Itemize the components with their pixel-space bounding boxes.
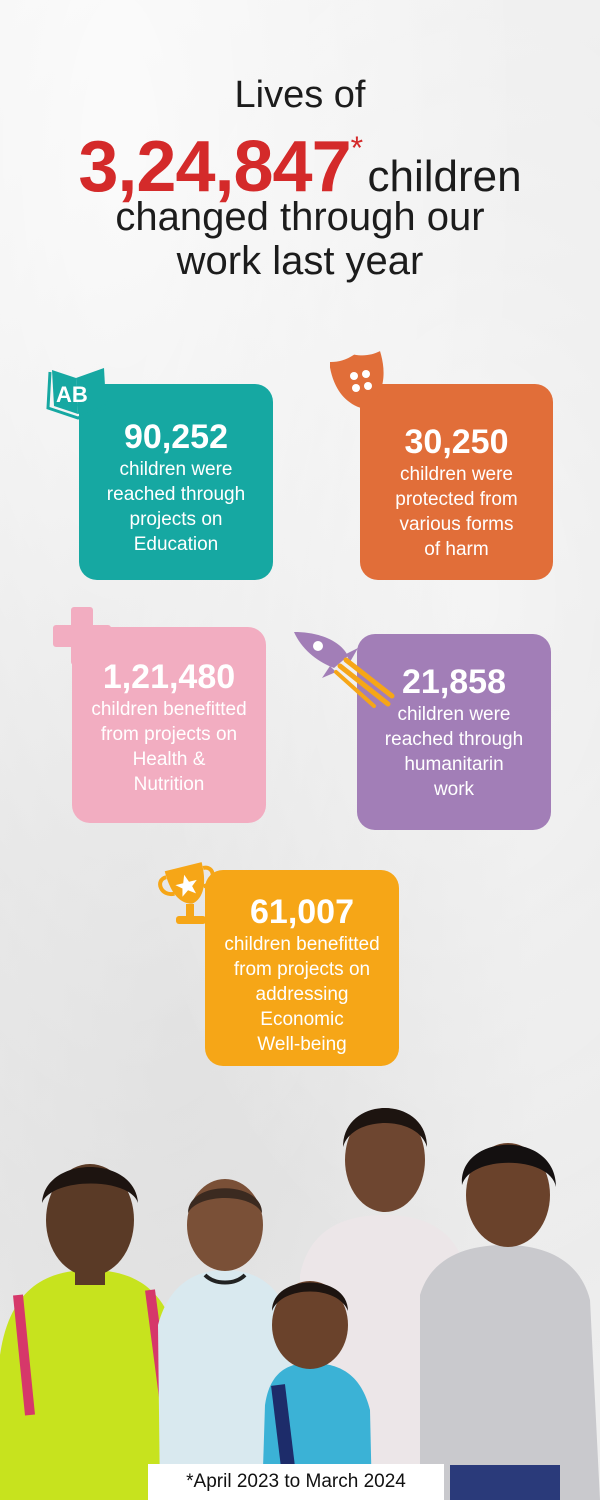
shield-icon: [330, 350, 390, 414]
stat-line: humanitarin: [404, 754, 504, 775]
ab-icon-letters: AB: [56, 382, 88, 407]
stat-line: from projects on: [100, 724, 238, 745]
headline-count-row: [0, 126, 600, 207]
headline-asterisk: *: [350, 130, 364, 166]
stat-line: children were: [400, 464, 513, 485]
stat-line: children were: [119, 459, 233, 480]
stat-line: protected from: [395, 489, 518, 510]
stat-line: Nutrition: [133, 774, 205, 795]
stat-line: various forms: [399, 514, 514, 535]
rocket-icon: [288, 626, 398, 708]
stat-line: reached through: [384, 729, 524, 750]
stat-number: 90,252: [124, 418, 228, 456]
headline-children-word: children: [367, 152, 522, 201]
ab-book-icon: [44, 358, 112, 422]
stat-line: Economic: [260, 1009, 344, 1030]
stat-line: children benefitted: [224, 934, 380, 955]
headline-intro: Lives of: [234, 74, 366, 116]
stat-line: children benefitted: [91, 699, 247, 720]
stat-number: 21,858: [402, 663, 506, 701]
stat-card-economic: [205, 870, 399, 1066]
plus-cross-icon: [50, 604, 114, 668]
stat-description: [205, 932, 399, 1057]
stat-number: 1,21,480: [102, 658, 236, 696]
stat-number: 30,250: [404, 423, 509, 461]
stat-number: 61,007: [250, 893, 354, 931]
stat-line: children were: [397, 704, 511, 725]
stat-line: reached through: [106, 484, 246, 505]
stat-line: addressing: [255, 984, 349, 1005]
footnote-period: *April 2023 to March 2024: [148, 1464, 444, 1500]
stat-line: of harm: [424, 539, 489, 560]
trophy-icon: [156, 860, 222, 932]
headline-line-4: work last year: [176, 239, 424, 283]
stat-line: Health &: [132, 749, 206, 770]
headline: [0, 70, 600, 286]
stat-description: [357, 702, 551, 802]
stat-line: Education: [133, 534, 219, 555]
stat-line: work: [433, 779, 475, 800]
stat-line: from projects on: [233, 959, 371, 980]
stat-line: Well-being: [257, 1034, 347, 1055]
headline-line-3: changed through our: [115, 195, 485, 239]
children-group-photo: [0, 1085, 600, 1500]
headline-total-number: 3,24,847: [78, 127, 351, 207]
stat-description: [79, 457, 273, 557]
stat-description: [360, 462, 553, 562]
stat-description: [72, 697, 266, 797]
stat-line: projects on: [129, 509, 223, 530]
